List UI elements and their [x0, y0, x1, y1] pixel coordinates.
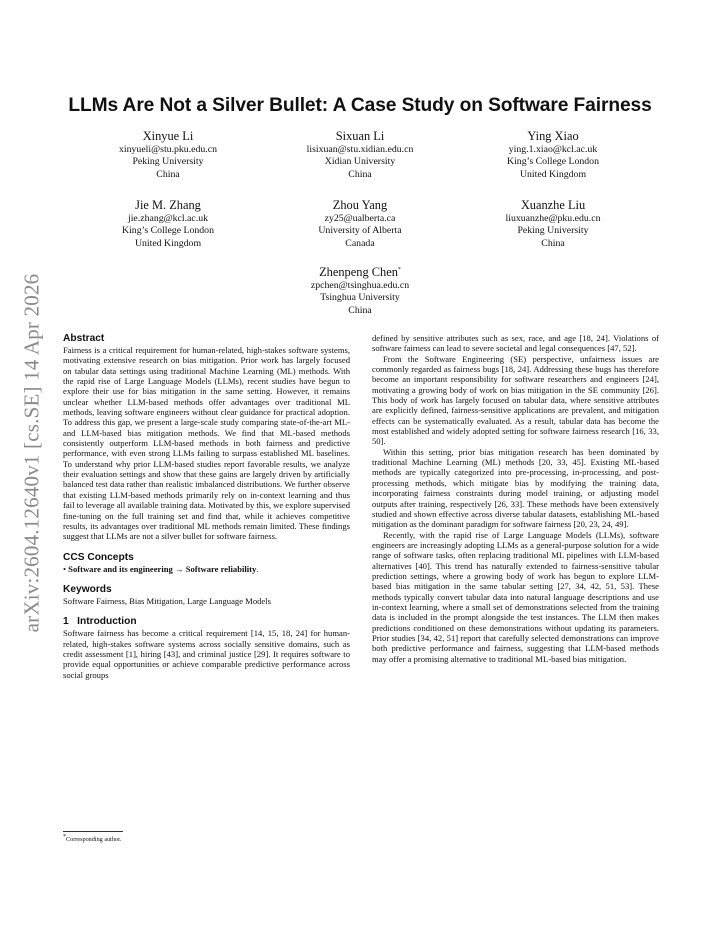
arxiv-stamp-text: arXiv:2604.12640v1 [cs.SE] 14 Apr 2026 [19, 273, 44, 633]
author-block [255, 129, 465, 181]
author-name: Zhou Yang [332, 198, 388, 212]
author-block [448, 198, 658, 250]
author-country: China [348, 168, 372, 180]
right-column [372, 333, 659, 664]
corresponding-mark: * [397, 266, 401, 273]
paper-title: LLMs Are Not a Silver Bullet: A Case Study on Software Fairness [68, 95, 652, 116]
author-affiliation: Peking University [517, 225, 589, 237]
author-country: China [156, 168, 180, 180]
author-country: United Kingdom [134, 237, 202, 249]
ccs-bullet: • [63, 563, 67, 574]
ccs-concept: Software and its engineering [68, 563, 173, 574]
footnote [63, 833, 350, 844]
author-block [63, 198, 273, 250]
intro-paragraph-1-continued: defined by sensitive attributes such as sex, race, and age [18, 24]. Violations of software fairness can lead to severe societal and legal consequences [47, 52]. [372, 333, 659, 354]
intro-paragraph-3: Within this setting, prior bias mitigation research has been dominated by traditional Machine Learning (ML) methods [20, 33, 45]. Existing ML-based methods are typically categorized into pre-processing, in-processing, and post-processing methods, which mitigate bias by modifying the training data, incorporating fairness constraints during model training, or adjusting model outputs after training, respectively [26, 33]. These methods have been extensively studied and shown effective across diverse tabular datasets, establishing ML-based mitigation as the dominant paradigm for software fairness [20, 23, 24, 49]. [372, 446, 659, 530]
author-email: ying.1.xiao@kcl.ac.uk [508, 144, 598, 155]
author-block [255, 198, 465, 250]
author-affiliation: Peking University [132, 156, 204, 168]
author-block [255, 265, 465, 317]
author-email: zpchen@tsinghua.edu.cn [310, 280, 410, 291]
author-country: China [348, 304, 372, 316]
author-name: Xinyue Li [142, 129, 194, 143]
ccs-heading: CCS Concepts [63, 551, 134, 563]
author-name: Ying Xiao [527, 129, 579, 143]
author-email: liuxuanzhe@pku.edu.cn [505, 213, 601, 224]
author-country: United Kingdom [519, 168, 587, 180]
author-name-text: Zhenpeng Chen [319, 265, 398, 279]
left-column [63, 333, 350, 680]
introduction-heading: 1 Introduction [63, 616, 137, 628]
author-country: Canada [345, 237, 375, 249]
keywords-text: Software Fairness, Bias Mitigation, Large Language Models [63, 595, 271, 606]
abstract-text: Fairness is a critical requirement for human-related, high-stakes software systems, motivating extensive research on bias mitigation. Prior work has largely focused on tabular data settings using traditional Machine Learning (ML) methods. With the rapid rise of Large Language Models (LLMs), recent studies have begun to explore their use for bias mitigation in the same setting. However, it remains unclear whether LLM-based methods offer advantages over traditional ML methods, leaving software engineers without clear guidance for practical adoption. To address this gap, we present a large-scale study comparing state-of-the-art ML- and LLM-based bias mitigation methods. We find that ML-based methods consistently outperform LLM-based methods in both fairness and predictive performance, with even strong LLMs failing to surpass established ML baselines. To understand why prior LLM-based studies report favorable results, we analyze their evaluation settings and show that these gains are largely driven by artificially balanced test data rather than realistic imbalanced distributions. We further observe that existing LLM-based methods primarily rely on in-context learning and thus fail to leverage all available training data. Motivated by this, we explore supervised fine-tuning on the full training set and find that, while it achieves competitive results, its advantages over traditional ML methods remain limited. These findings suggest that LLMs are not a silver bullet for software fairness. [63, 345, 350, 542]
author-email: jie.zhang@kcl.ac.uk [127, 213, 209, 224]
author-block [448, 129, 658, 181]
footnote-text: Corresponding author. [66, 836, 122, 843]
footnote-mark: * [63, 833, 66, 840]
ccs-arrow: → [174, 563, 184, 574]
author-country: China [541, 237, 565, 249]
author-affiliation: King’s College London [122, 225, 214, 237]
footnote-divider [63, 831, 123, 832]
author-name: Xuanzhe Liu [520, 198, 586, 212]
author-name: Jie M. Zhang [135, 198, 201, 212]
intro-paragraph-2: From the Software Engineering (SE) perspective, unfairness issues are commonly regarded as fairness bugs [18, 24]. Addressing these bugs has therefore become an important responsibility for software researchers and engineers [24], motivating a growing body of work on bias mitigation in the SE community [26]. This body of work has largely focused on tabular data, where sensitive attributes are explicitly defined, fairness-sensitive applications are prevalent, and mitigation effects can be systematically evaluated. As a result, tabular data has become the most established and widely adopted setting for software fairness research [16, 33, 50]. [372, 353, 659, 447]
author-affiliation: Xidian University [324, 156, 396, 168]
abstract-heading: Abstract [63, 333, 105, 344]
author-affiliation: Tsinghua University [320, 292, 400, 304]
ccs-subconcept: Software reliability [185, 563, 257, 574]
author-affiliation: University of Alberta [318, 225, 402, 237]
author-affiliation: King’s College London [507, 156, 599, 168]
ccs-end: . [256, 563, 259, 574]
author-name [255, 265, 465, 280]
arxiv-stamp [12, 262, 52, 644]
intro-paragraph-4: Recently, with the rapid rise of Large Language Models (LLMs), software engineers are increasingly adopting LLMs as a general-purpose solution for a wide range of software tasks, often replacing traditional ML pipelines with LLM-based alternatives [40]. This trend has naturally extended to fairness-sensitive tabular prediction settings, where a growing body of work has begun to explore LLM-based bias mitigation in the same tabular setting [27, 34, 42, 51, 53]. These methods typically convert tabular data into natural language descriptions and use in-context learning, where a small set of demonstrations selected from the training data is included in the prompt alongside the test instances. The LLM then makes predictions conditioned on these demonstrations without updating its parameters. Prior studies [34, 42, 51] report that carefully selected demonstrations can improve both predictive performance and fairness, suggesting that LLM-based methods may offer a promising alternative to traditional ML-based bias mitigation. [372, 529, 659, 664]
intro-paragraph-1: Software fairness has become a critical requirement [14, 15, 18, 24] for human-related, high-stakes software systems across socially sensitive domains, such as credit assessment [1], hiring [43], and criminal justice [29]. It requires software to provide equal opportunities or achieve comparable predictive performance across social groups [63, 628, 350, 680]
author-email: zy25@ualberta.ca [324, 213, 396, 224]
keywords-heading: Keywords [63, 583, 112, 595]
author-email: xinyueli@stu.pku.edu.cn [119, 144, 217, 155]
author-email: lisixuan@stu.xidian.edu.cn [306, 144, 414, 155]
ccs-line [63, 564, 350, 574]
author-name: Sixuan Li [335, 129, 385, 143]
author-block [63, 129, 273, 181]
